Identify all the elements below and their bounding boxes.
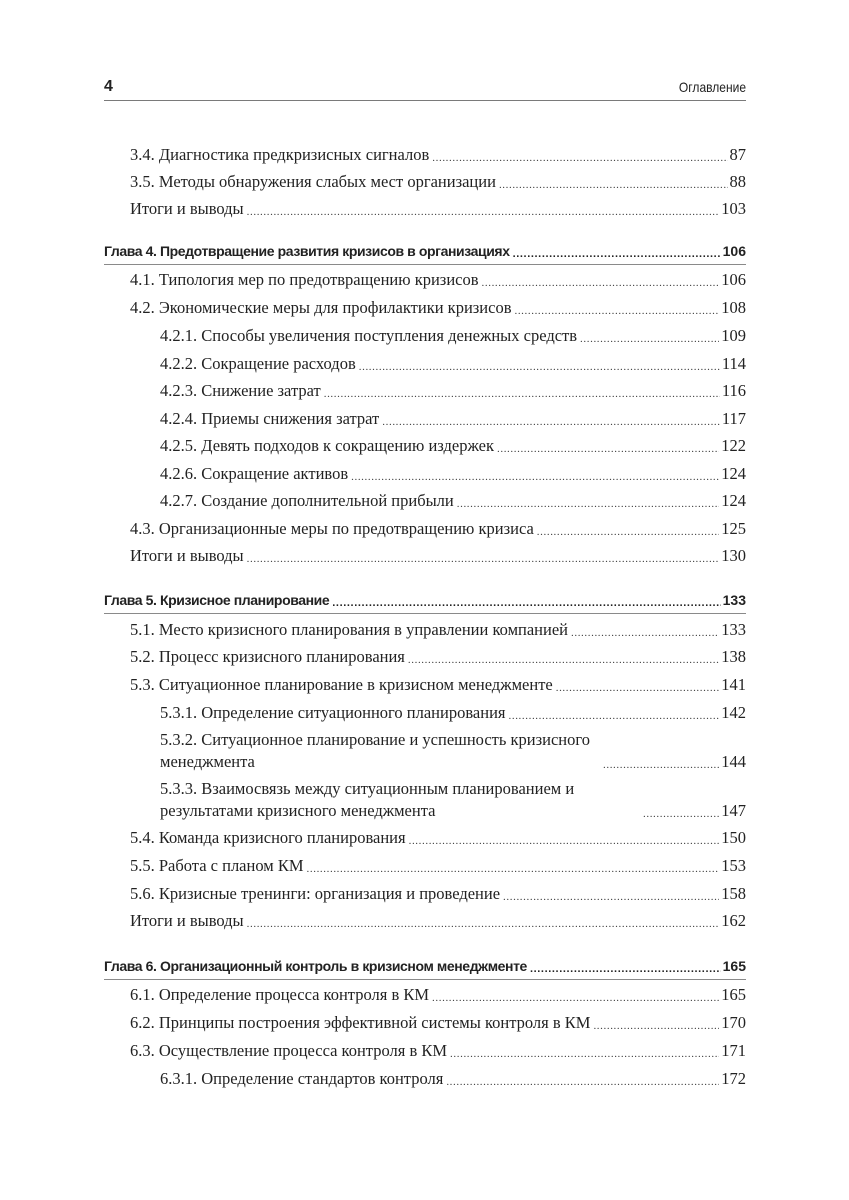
leader-dots [446,1074,719,1090]
toc-entry-page: 125 [721,519,746,538]
toc-entry-title: 4.2.5. Девять подходов к сокращению издержек [160,436,494,455]
toc-entry-page: 158 [721,884,746,903]
toc-entry-title: 4.2.2. Сокращение расходов [160,354,356,373]
toc-entry-title: 3.5. Методы обнаружения слабых мест организации [130,172,496,191]
toc-entry-page: 116 [721,381,746,400]
toc-entry[interactable] [130,269,746,291]
toc-entry-page: 130 [721,546,746,565]
toc-entry[interactable] [130,171,746,193]
toc-entry-title: Итоги и выводы [130,199,244,218]
toc-entry-title: 6.1. Определение процесса контроля в КМ [130,985,430,1004]
toc-entry-page: 124 [721,491,746,510]
toc-entry-page: 165 [721,985,746,1004]
toc-chapter[interactable] [104,240,746,262]
toc-entry-page: 106 [721,270,746,289]
toc-chapter[interactable] [104,589,746,611]
toc-entry[interactable] [130,1040,746,1062]
chapter-divider [104,613,746,614]
toc-entry-page: 144 [721,752,746,771]
toc-entry-title: 3.4. Диагностика предкризисных сигналов [130,145,430,164]
leader-dots [247,916,720,932]
toc-entry[interactable] [130,545,746,567]
toc-entry-title: 6.3. Осуществление процесса контроля в КМ [130,1041,448,1060]
toc-entry-title: 5.3.3. Взаимосвязь между ситуационным планированием и результатами кризисного менеджмента [160,779,575,820]
leader-dots [482,275,720,291]
toc-entry-page: 170 [721,1013,746,1032]
toc-entry-title: Итоги и выводы [130,911,244,930]
toc-entry-title: 5.6. Кризисные тренинги: организация и проведение [130,884,501,903]
toc-chapter-page: 133 [722,592,746,608]
toc-entry[interactable] [130,984,746,1006]
leader-dots [351,469,719,485]
page-number: 4 [104,78,113,95]
chapter-divider [104,979,746,980]
toc-subentry[interactable] [160,490,746,512]
toc-entry-title: 5.3.1. Определение ситуационного планирования [160,703,506,722]
toc-entry-page: 153 [721,856,746,875]
toc-entry-title: 5.4. Команда кризисного планирования [130,828,406,847]
toc-entry[interactable] [130,646,746,668]
toc-subentry[interactable] [160,435,746,457]
toc-entry-title: 6.2. Принципы построения эффективной системы контроля в КМ [130,1013,591,1032]
toc-entry[interactable] [130,910,746,932]
toc-entry-page: 122 [721,436,746,455]
toc-entry-page: 103 [721,199,746,218]
leader-dots [537,524,719,540]
toc-entry-page: 142 [721,703,746,722]
toc-subentry[interactable] [160,778,746,822]
toc-entry-title: 6.3.1. Определение стандартов контроля [160,1069,444,1088]
toc-entry-page: 138 [721,647,746,666]
toc-entry-title: 5.1. Место кризисного планирования в управлении компанией [130,620,568,639]
toc-entry-page: 150 [721,828,746,847]
leader-dots [580,331,719,347]
toc-entry-title: 5.3.2. Ситуационное планирование и успешность кризисного менеджмента [160,730,590,771]
leader-dots [499,177,728,193]
toc-entry-page: 117 [721,409,746,428]
toc-entry[interactable] [130,883,746,905]
leader-dots [324,386,720,402]
toc-entry[interactable] [130,198,746,220]
toc-subentry[interactable] [160,1068,746,1090]
toc-entry[interactable] [130,855,746,877]
toc-chapter-page: 106 [722,243,746,259]
leader-dots [509,708,720,724]
toc-entry-page: 108 [721,298,746,317]
running-title: Оглавление [678,79,746,95]
chapter-divider [104,264,746,265]
leader-dots [409,833,720,849]
toc-entry-title: 4.1. Типология мер по предотвращению кризисов [130,270,479,289]
toc-entry-title: 4.2. Экономические меры для профилактики кризисов [130,298,512,317]
toc-subentry[interactable] [160,353,746,375]
leader-dots [307,861,720,877]
toc-entry-page: 87 [729,145,746,164]
toc-entry[interactable] [130,297,746,319]
toc-subentry[interactable] [160,463,746,485]
toc-entry-page: 147 [721,801,746,820]
leader-dots [497,441,719,457]
leader-dots [332,595,720,611]
toc-entry-page: 124 [721,464,746,483]
leader-dots [556,680,720,696]
leader-dots [593,1018,719,1034]
leader-dots [571,625,719,641]
leader-dots [450,1046,719,1062]
toc-entry-page: 88 [729,172,746,191]
toc-entry-title: Итоги и выводы [130,546,244,565]
toc-subentry[interactable] [160,702,746,724]
leader-dots [359,359,720,375]
leader-dots [432,990,719,1006]
toc-entry-page: 162 [721,911,746,930]
toc-entry-page: 133 [721,620,746,639]
toc-chapter-title: Глава 4. Предотвращение развития кризисов в организациях [104,243,510,259]
toc-chapter[interactable] [104,955,746,977]
leader-dots [514,303,719,319]
toc-entry-title: 5.2. Процесс кризисного планирования [130,647,405,666]
leader-dots [530,961,721,977]
toc-entry-page: 141 [721,675,746,694]
toc-chapter-title: Глава 6. Организационный контроль в кризисном менеджменте [104,958,527,974]
toc-entry[interactable] [130,518,746,540]
toc-entry[interactable] [130,619,746,641]
toc-subentry[interactable] [160,380,746,402]
leader-dots [408,652,719,668]
leader-dots [603,757,719,773]
toc-entry-title: 4.2.4. Приемы снижения затрат [160,409,380,428]
leader-dots [643,806,719,822]
leader-dots [513,246,721,262]
toc-subentry[interactable] [160,325,746,347]
leader-dots [432,150,727,166]
toc-entry[interactable] [130,144,746,166]
toc-entry-title: 4.2.6. Сокращение активов [160,464,349,483]
leader-dots [382,414,720,430]
leader-dots [457,496,720,512]
toc-entry-title: 5.5. Работа с планом КМ [130,856,304,875]
toc-entry-title: 4.3. Организационные меры по предотвращению кризиса [130,519,534,538]
toc-entry[interactable] [130,674,746,696]
toc-entry-title: 4.2.1. Способы увеличения поступления денежных средств [160,326,578,345]
toc-entry-title: 5.3. Ситуационное планирование в кризисном менеджменте [130,675,553,694]
leader-dots [247,551,720,567]
toc-entry-title: 4.2.7. Создание дополнительной прибыли [160,491,454,510]
toc-entry-title: 4.2.3. Снижение затрат [160,381,321,400]
toc-subentry[interactable] [160,729,746,773]
toc-entry-page: 109 [721,326,746,345]
toc-entry[interactable] [130,1012,746,1034]
toc-entry-page: 114 [721,354,746,373]
toc-entry-page: 171 [721,1041,746,1060]
toc-chapter-page: 165 [722,958,746,974]
toc-entry-page: 172 [721,1069,746,1088]
toc-subentry[interactable] [160,408,746,430]
toc-entry[interactable] [130,827,746,849]
toc-chapter-title: Глава 5. Кризисное планирование [104,592,330,608]
leader-dots [247,204,720,220]
leader-dots [503,889,719,905]
